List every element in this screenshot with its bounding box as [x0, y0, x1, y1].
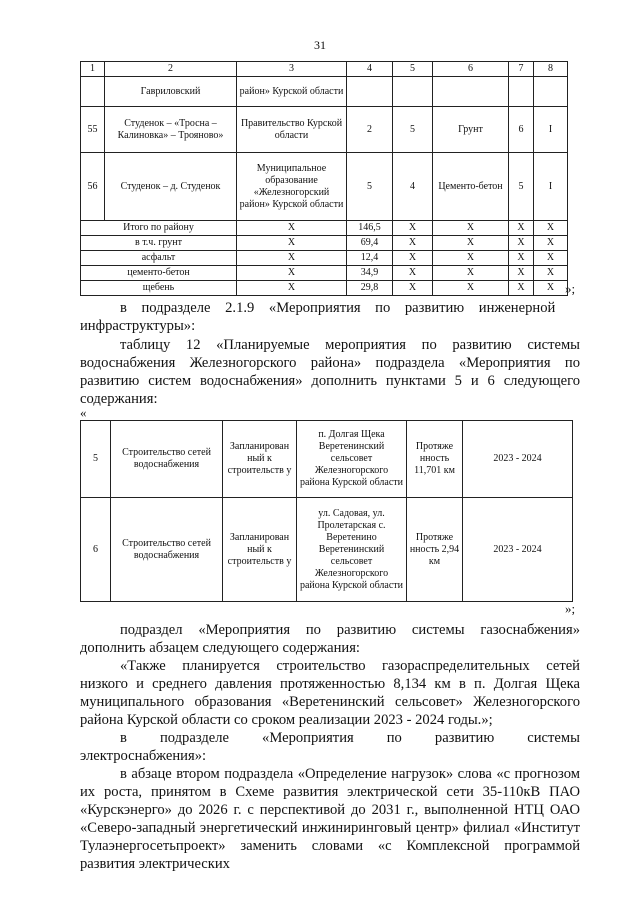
roads-table [80, 61, 568, 296]
total-c5: Х [393, 281, 433, 296]
total-c5: Х [393, 221, 433, 236]
header-cell: 8 [534, 62, 568, 77]
paragraph-4: «Также планируется строительство газораспределительных сетей низкого и среднего давления протяженностью 8,134 км в п. Долгая Щека муниципального образования «Веретенинский сельсовет» Железногорского района Курской области со сроком реализации 2023 - 2024 годы.»; [80, 658, 580, 728]
header-cell: 1 [81, 62, 105, 77]
cell-surface: Цементо-бетон [433, 153, 509, 221]
cell-name: Строительство сетей водоснабжения [111, 498, 223, 602]
total-c7: Х [509, 266, 534, 281]
cell-length: 2 [347, 107, 393, 153]
water-measures-table [80, 420, 573, 602]
total-c5: Х [393, 266, 433, 281]
total-label: цементо-бетон [81, 266, 237, 281]
header-cell: 3 [237, 62, 347, 77]
cell-surface [433, 77, 509, 107]
table1-close-quote: »; [565, 281, 576, 296]
total-c6: Х [433, 266, 509, 281]
cell-category [534, 77, 568, 107]
total-label: асфальт [81, 251, 237, 266]
cell-status: Запланирован ный к строительств у [223, 421, 297, 498]
cell-category: I [534, 107, 568, 153]
table-row [81, 498, 573, 602]
total-c7: Х [509, 251, 534, 266]
total-label: щебень [81, 281, 237, 296]
total-row [81, 251, 568, 266]
table2-close-quote: »; [565, 601, 576, 616]
total-c3: Х [237, 266, 347, 281]
cell-road: Студенок – д. Студенок [105, 153, 237, 221]
total-c5: Х [393, 251, 433, 266]
page-number: 31 [314, 38, 326, 52]
paragraph-1-line-1 [80, 299, 580, 317]
paragraph-5-word: в [120, 730, 127, 746]
total-c8: Х [534, 281, 568, 296]
paragraph-5-word: «Мероприятия [262, 730, 354, 746]
cell-category: I [534, 153, 568, 221]
cell-surface: Грунт [433, 107, 509, 153]
header-cell: 7 [509, 62, 534, 77]
paragraph-2: таблицу 12 «Планируемые мероприятия по развитию системы водоснабжения Железногорского района» подраздела «Мероприятия по развитию систем водоснабжения» дополнить пунктами 5 и 6 следующего содержания: [80, 337, 580, 407]
total-c6: Х [433, 236, 509, 251]
total-row [81, 236, 568, 251]
cell-length: Протяже нность 11,701 км [407, 421, 463, 498]
cell-length [347, 77, 393, 107]
cell-length: 5 [347, 153, 393, 221]
cell-num: 55 [81, 107, 105, 153]
total-c7: Х [509, 281, 534, 296]
paragraph-1-line-2: инфраструктуры»: [80, 318, 196, 334]
cell-location: п. Долгая Щека Веретенинский сельсовет Железногорского района Курской области [297, 421, 407, 498]
cell-owner: район» Курской области [237, 77, 347, 107]
total-c7: Х [509, 221, 534, 236]
header-cell: 2 [105, 62, 237, 77]
total-c6: Х [433, 221, 509, 236]
cell-num: 5 [81, 421, 111, 498]
total-length: 29,8 [347, 281, 393, 296]
table-row [81, 153, 568, 221]
cell-status: Запланирован ный к строительств у [223, 498, 297, 602]
table-row [81, 421, 573, 498]
total-length: 12,4 [347, 251, 393, 266]
cell-location: ул. Садовая, ул. Пролетарская с. Веретенино Веретенинский сельсовет Железногорского района Курской области [297, 498, 407, 602]
paragraph-5-word: по [386, 730, 402, 746]
total-c6: Х [433, 251, 509, 266]
cell-road: Студенок – «Тросна – Калиновка» – Трояново» [105, 107, 237, 153]
total-row [81, 281, 568, 296]
paragraph-6: в абзаце втором подраздела «Определение нагрузок» слова «с прогнозом их роста, принятом в Схеме развития электрической сети 35-110кВ ПАО «Курскэнерго» до 2026 г. с перспективой до 2031 г., выполненной НТЦ ОАО «Северо-западный энергетический инжиниринговый центр» филиал «Институт Тулаэнергосетьпроект» заменить словами «с Комплексной программой развития электрических [80, 766, 580, 872]
header-cell: 4 [347, 62, 393, 77]
cell-c7: 5 [509, 153, 534, 221]
table-row [81, 107, 568, 153]
total-length: 34,9 [347, 266, 393, 281]
paragraph-5-word: системы [527, 730, 580, 746]
total-row [81, 266, 568, 281]
cell-width: 5 [393, 107, 433, 153]
cell-length: Протяже нность 2,94 км [407, 498, 463, 602]
total-c3: Х [237, 251, 347, 266]
paragraph-5-line-2: электроснабжения»: [80, 748, 207, 764]
total-c3: Х [237, 221, 347, 236]
table-header-row [81, 62, 568, 77]
cell-period: 2023 - 2024 [463, 421, 573, 498]
paragraph-5-word: развитию [434, 730, 495, 746]
total-c3: Х [237, 236, 347, 251]
total-c6: Х [433, 281, 509, 296]
cell-num: 6 [81, 498, 111, 602]
total-length: 69,4 [347, 236, 393, 251]
cell-c7 [509, 77, 534, 107]
cell-width [393, 77, 433, 107]
cell-num [81, 77, 105, 107]
total-label: в т.ч. грунт [81, 236, 237, 251]
total-c3: Х [237, 281, 347, 296]
cell-num: 56 [81, 153, 105, 221]
header-cell: 5 [393, 62, 433, 77]
total-row [81, 221, 568, 236]
total-c8: Х [534, 251, 568, 266]
cell-period: 2023 - 2024 [463, 498, 573, 602]
cell-owner: Муниципальное образование «Железногорский район» Курской области [237, 153, 347, 221]
open-quote: « [80, 405, 87, 420]
paragraph-1-text: в подразделе 2.1.9 «Мероприятия по развитию инженерной [120, 300, 556, 316]
total-c8: Х [534, 266, 568, 281]
total-length: 146,5 [347, 221, 393, 236]
table-row [81, 77, 568, 107]
total-c8: Х [534, 236, 568, 251]
cell-name: Строительство сетей водоснабжения [111, 421, 223, 498]
total-label: Итого по району [81, 221, 237, 236]
paragraph-5-word: подразделе [159, 730, 229, 746]
paragraph-5-line-1 [80, 729, 580, 747]
total-c7: Х [509, 236, 534, 251]
total-c5: Х [393, 236, 433, 251]
cell-c7: 6 [509, 107, 534, 153]
cell-width: 4 [393, 153, 433, 221]
total-c8: Х [534, 221, 568, 236]
paragraph-3: подраздел «Мероприятия по развитию системы газоснабжения» дополнить абзацем следующего содержания: [80, 622, 580, 656]
cell-road: Гавриловский [105, 77, 237, 107]
cell-owner: Правительство Курской области [237, 107, 347, 153]
header-cell: 6 [433, 62, 509, 77]
